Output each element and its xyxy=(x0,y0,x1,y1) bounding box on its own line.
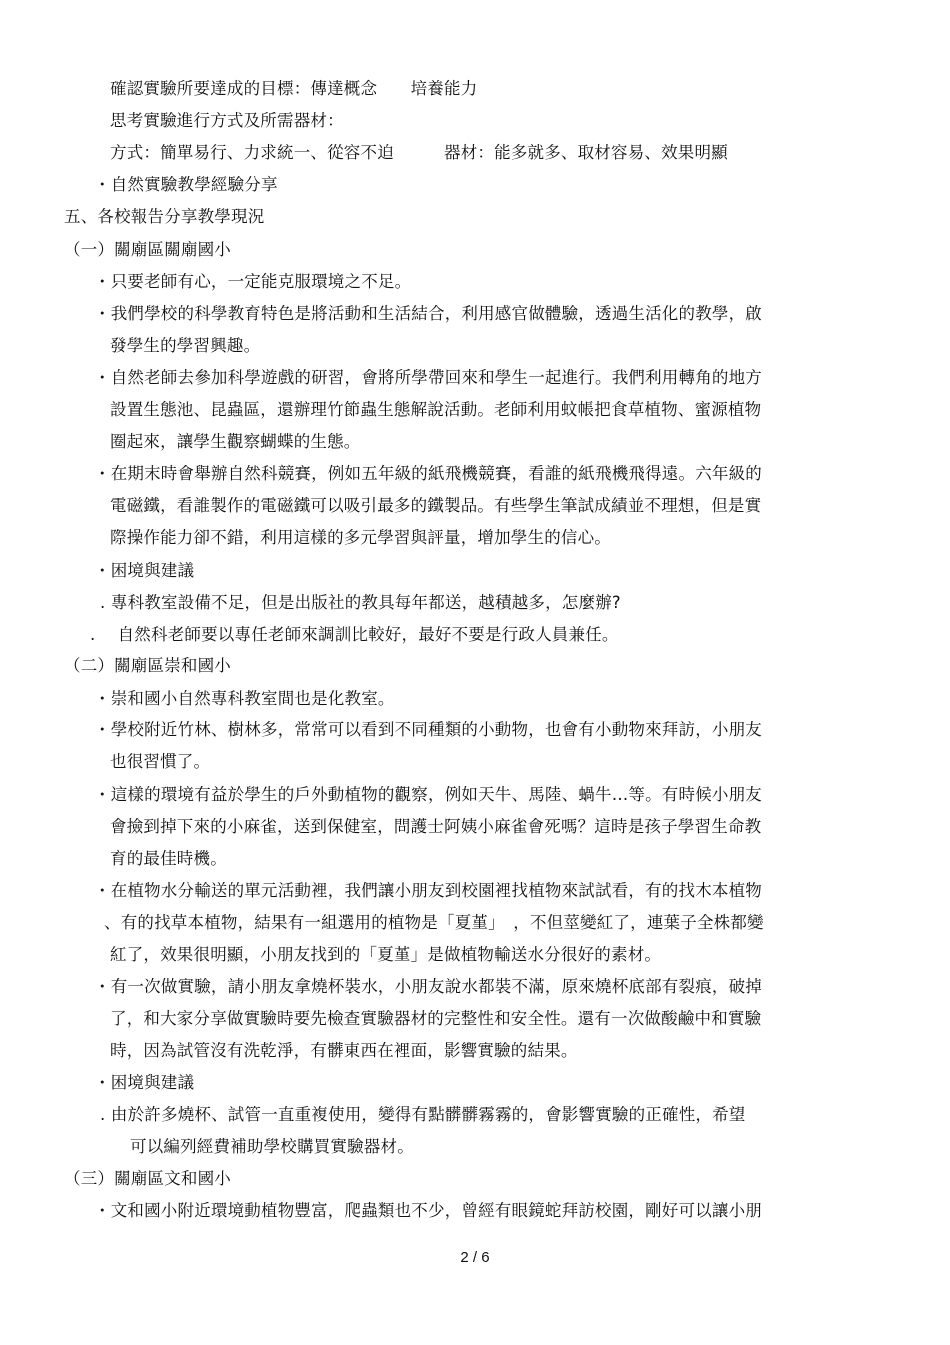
text-line: 際操作能力卻不錯，利用這樣的多元學習與評量，增加學生的信心。 xyxy=(110,528,611,547)
bullet-item: ・有一次做實驗，請小朋友拿燒杯裝水，小朋友說水都裝不滿，原來燒杯底部有裂痕，破掉 xyxy=(94,977,762,996)
subsection-heading: （一）關廟區關廟國小 xyxy=(64,240,231,259)
bullet-item: ・在植物水分輸送的單元活動裡，我們讓小朋友到校園裡找植物來試試看，有的找木本植物 xyxy=(94,881,762,900)
text-line: 可以編列經費補助學校購買實驗器材。 xyxy=(130,1137,414,1156)
page-number: 2 / 6 xyxy=(460,1249,490,1266)
bullet-item: ・文和國小附近環境動植物豐富，爬蟲類也不少，曾經有眼鏡蛇拜訪校園，剛好可以讓小朋 xyxy=(94,1201,762,1220)
text-line: . 專科教室設備不足，但是出版社的教具每年都送，越積越多，怎麼辦? xyxy=(100,593,621,612)
text-line: 會撿到掉下來的小麻雀，送到保健室，問護士阿姨小麻雀會死嗎？這時是孩子學習生命教 xyxy=(110,817,762,836)
text-line: 電磁鐵，看誰製作的電磁鐵可以吸引最多的鐵製品。有些學生筆試成績並不理想，但是實 xyxy=(110,496,762,515)
subsection-heading: （二）關廟區崇和國小 xyxy=(64,656,231,675)
text-line: 、有的找草本植物，結果有一組選用的植物是「夏堇」 ，不但莖變紅了，連葉子全株都變 xyxy=(104,913,764,932)
text-line: 育的最佳時機。 xyxy=(110,849,227,868)
subsection-heading: （三）關廟區文和國小 xyxy=(64,1169,231,1188)
text-line: 也很習慣了。 xyxy=(110,752,211,771)
bullet-item: ・自然實驗教學經驗分享 xyxy=(94,175,278,194)
text-line: 設置生態池、昆蟲區，還辦理竹節蟲生態解說活動。老師利用蚊帳把食草植物、蜜源植物 xyxy=(110,400,762,419)
text-line: 方式：簡單易行、力求統一、從容不迫 器材：能多就多、取材容易、效果明顯 xyxy=(110,143,728,162)
text-line: 紅了，效果很明顯，小朋友找到的「夏堇」是做植物輸送水分很好的素材。 xyxy=(110,945,662,964)
bullet-item: ・困境與建議 xyxy=(94,561,195,580)
section-heading: 五、各校報告分享教學現況 xyxy=(64,207,265,226)
text-line: 時，因為試管沒有洗乾淨，有髒東西在裡面，影響實驗的結果。 xyxy=(110,1041,578,1060)
text-line: 了，和大家分享做實驗時要先檢查實驗器材的完整性和安全性。還有一次做酸鹼中和實驗 xyxy=(110,1009,762,1028)
bullet-item: ・在期末時會舉辦自然科競賽，例如五年級的紙飛機競賽，看誰的紙飛機飛得遠。六年級的 xyxy=(94,464,762,483)
text-line: 思考實驗進行方式及所需器材： xyxy=(110,111,344,130)
bullet-item: ・崇和國小自然專科教室間也是化教室。 xyxy=(94,689,395,708)
text-line: 圈起來，讓學生觀察蝴蝶的生態。 xyxy=(110,432,361,451)
bullet-item: ・只要老師有心，一定能克服環境之不足。 xyxy=(94,272,412,291)
bullet-item: ・我們學校的科學教育特色是將活動和生活結合，利用感官做體驗，透過生活化的教學，啟 xyxy=(94,304,762,323)
text-line: . 自然科老師要以專任老師來調訓比較好，最好不要是行政人員兼任。 xyxy=(90,625,619,644)
text-line: . 由於許多燒杯、試管一直重複使用，變得有點髒髒霧霧的，會影響實驗的正確性，希望 xyxy=(100,1105,746,1124)
text-line: 確認實驗所要達成的目標：傳達概念 培養能力 xyxy=(110,79,478,98)
bullet-item: ・自然老師去參加科學遊戲的研習，會將所學帶回來和學生一起進行。我們利用轉角的地方 xyxy=(94,368,762,387)
bullet-item: ・這樣的環境有益於學生的戶外動植物的觀察，例如天牛、馬陸、蝸牛…等。有時候小朋友 xyxy=(94,785,762,804)
bullet-item: ・學校附近竹林、樹林多，常常可以看到不同種類的小動物，也會有小動物來拜訪，小朋友 xyxy=(94,720,762,739)
bullet-item: ・困境與建議 xyxy=(94,1073,195,1092)
text-line: 發學生的學習興趣。 xyxy=(110,336,261,355)
